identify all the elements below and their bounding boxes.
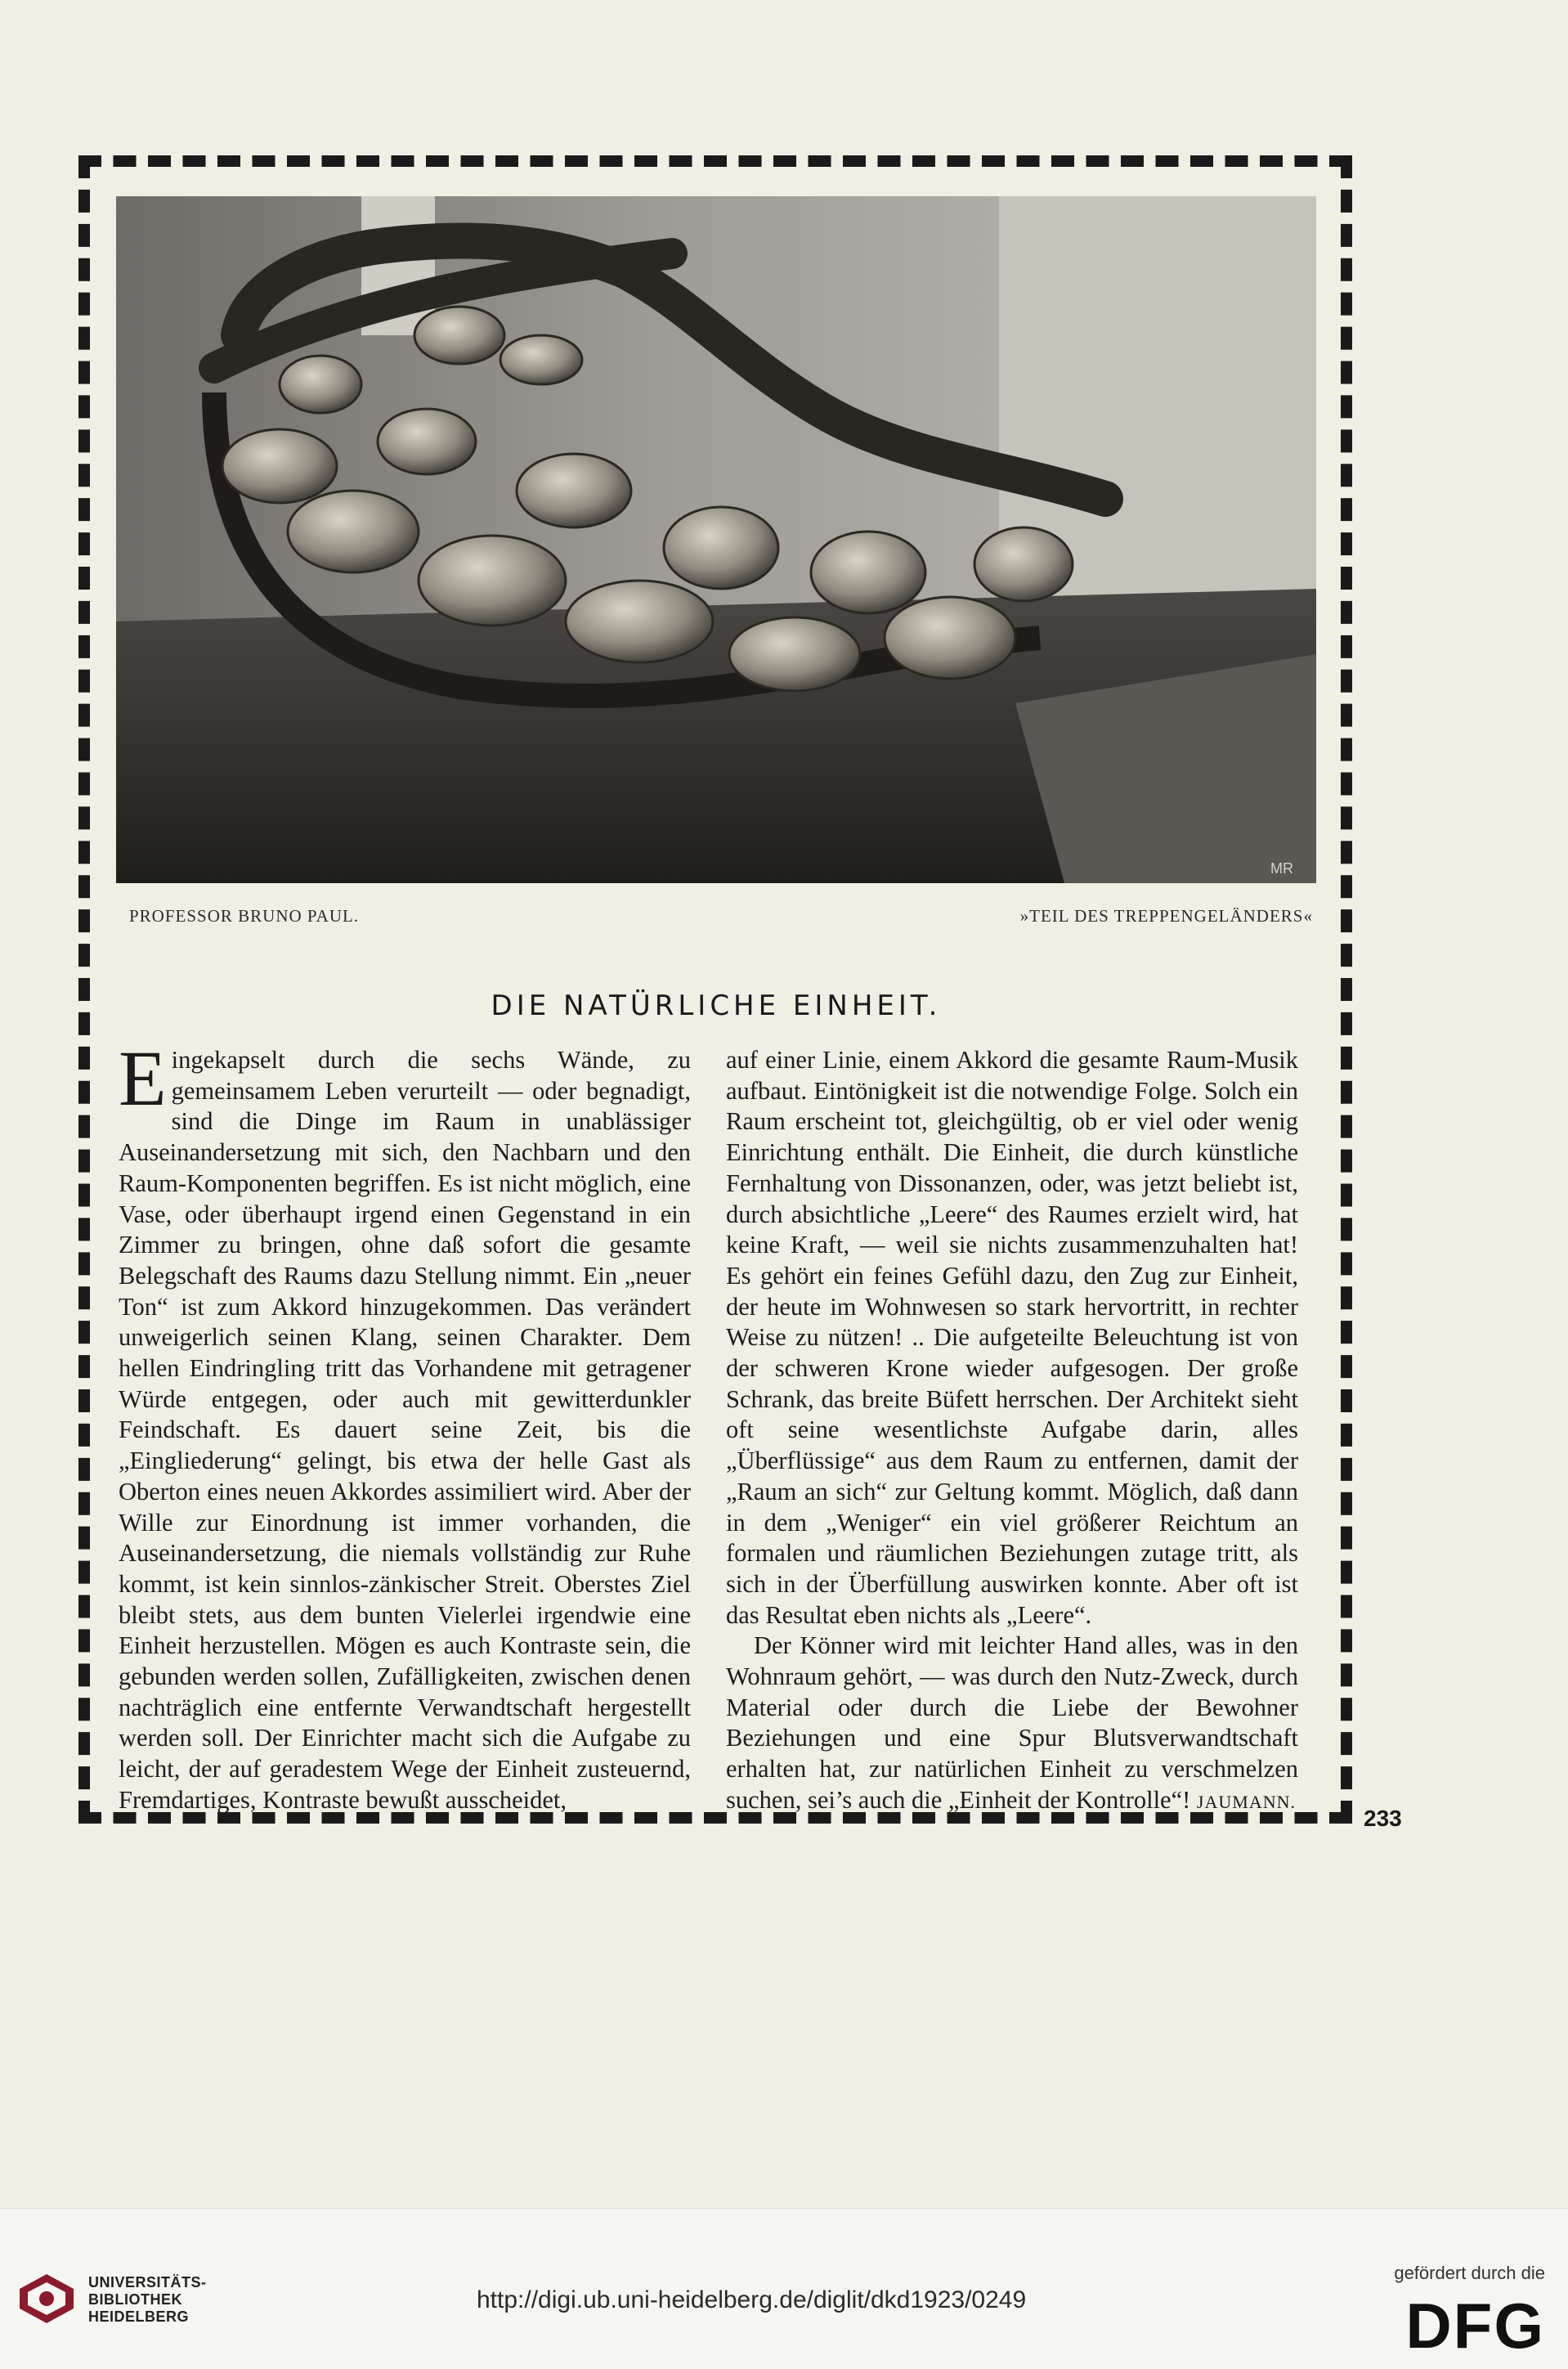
photo-caption-right: »TEIL DES TREPPENGELÄNDERS« <box>1019 906 1313 926</box>
photo-caption-left: PROFESSOR BRUNO PAUL. <box>129 906 360 926</box>
library-line: UNIVERSITÄTS- <box>88 2274 207 2290</box>
library-line: HEIDELBERG <box>88 2308 190 2325</box>
library-line: BIBLIOTHEK <box>88 2291 182 2308</box>
paragraph <box>726 1631 1298 1817</box>
photo-monogram: MR <box>1270 860 1293 877</box>
author-signature: JAUMANN. <box>1196 1791 1296 1812</box>
paragraph-text: ingekapselt durch die sechs Wände, zu gemeinsamem Leben verurteilt — oder begnadigt, sind die Dinge im Raum in unablässiger Auseinandersetzung mit sich, den Nachbarn und den Raum-Komponenten begriffen. Es ist nicht möglich, eine Vase, oder überhaupt irgend einen Gegenstand in ein Zimmer zu bringen, ohne daß sofort die gesamte Belegschaft des Raums dazu Stellung nimmt. Ein „neuer Ton“ ist zum Akkord hinzugekommen. Das verändert unweigerlich seinen Klang, seinen Charakter. Dem hellen Eindringling tritt das Vorhandene mit getragener Würde entgegen, oder auch mit gewitterdunkler Feindschaft. Es dauert seine Zeit, bis die „Eingliederung“ gelingt, bis etwa der helle Gast als Oberton eines neuen Akkordes assimiliert wird. Aber der Wille zur Einordnung ist immer vorhanden, die Auseinandersetzung, die niemals vollständig zur Ruhe kommt, ist kein sinnlos-zänkischer Streit. Oberstes Ziel bleibt stets, aus dem bunten Vielerlei irgendwie eine Einheit herzustellen. Mögen es auch Kontraste sein, die gebunden werden sollen, Zufälligkeiten, zwischen denen nachträglich eine entfernte Verwandtschaft hergestellt werden soll. Der Einrichter macht sich die Aufgabe zu leicht, der auf geradestem Wege der Einheit zusteuernd, Fremdartiges, Kontraste bewußt ausscheidet, <box>119 1046 691 1814</box>
paragraph: auf einer Linie, einem Akkord die gesamte Raum-Musik aufbaut. Eintönigkeit ist die notwendige Folge. Solch ein Raum erscheint tot, gleichgültig, ob er viel oder wenig Einrichtung enthält. Die Einheit, die durch künstliche Fernhaltung von Dissonanzen, oder, was jetzt beliebt ist, durch absichtliche „Leere“ des Raumes erzielt wird, hat keine Kraft, — weil sie nichts zusammenzuhalten hat! Es gehört ein feines Gefühl dazu, den Zug zur Einheit, der heute im Wohnwesen so stark hervortritt, in rechter Weise zu nützen! .. Die aufgeteilte Beleuchtung ist von der schweren Krone wieder aufgesogen. Der große Schrank, das breite Büfett herrschen. Der Architekt sieht oft seine wesentlichste Aufgabe darin, alles „Überflüssige“ aus dem Raum zu entfernen, damit der „Raum an sich“ zur Geltung kommt. Möglich, daß dann in dem „Weniger“ ein viel größerer Reichtum an formalen und räumlichen Beziehungen zutage tritt, als sich in der Überfüllung auswirken konnte. Aber oft ist das Resultat eben nichts als „Leere“. <box>726 1046 1298 1629</box>
staircase-photo <box>116 196 1316 883</box>
funding-label: gefördert durch die <box>1394 2263 1545 2283</box>
viewer-footer <box>0 2208 1568 2369</box>
page-number: 233 <box>1364 1806 1402 1831</box>
text-column-left <box>119 1034 691 1816</box>
university-seal-icon <box>18 2273 75 2325</box>
article-title: DIE NATÜRLICHE EINHEIT. <box>491 989 942 1022</box>
paragraph-text: Der Könner wird mit leichter Hand alles, was in den Wohnraum gehört, — was durch den Nutz-Zweck, durch Material oder durch die Liebe der Bewohner Beziehungen und eine Spur Blutsverwandtschaft erhalten hat, zur natürlichen Einheit zu verschmelzen suchen, sei’s auch die „Einheit der Kontrolle“! <box>726 1631 1298 1814</box>
paragraph <box>119 1034 691 1816</box>
library-name <box>88 2274 207 2326</box>
dfg-logo: DFG <box>1405 2290 1545 2362</box>
text-column-right <box>726 1045 1298 1818</box>
permalink-url[interactable]: http://digi.ub.uni-heidelberg.de/diglit/dkd1923/0249 <box>477 2286 1027 2313</box>
drop-cap: E <box>119 1034 167 1122</box>
